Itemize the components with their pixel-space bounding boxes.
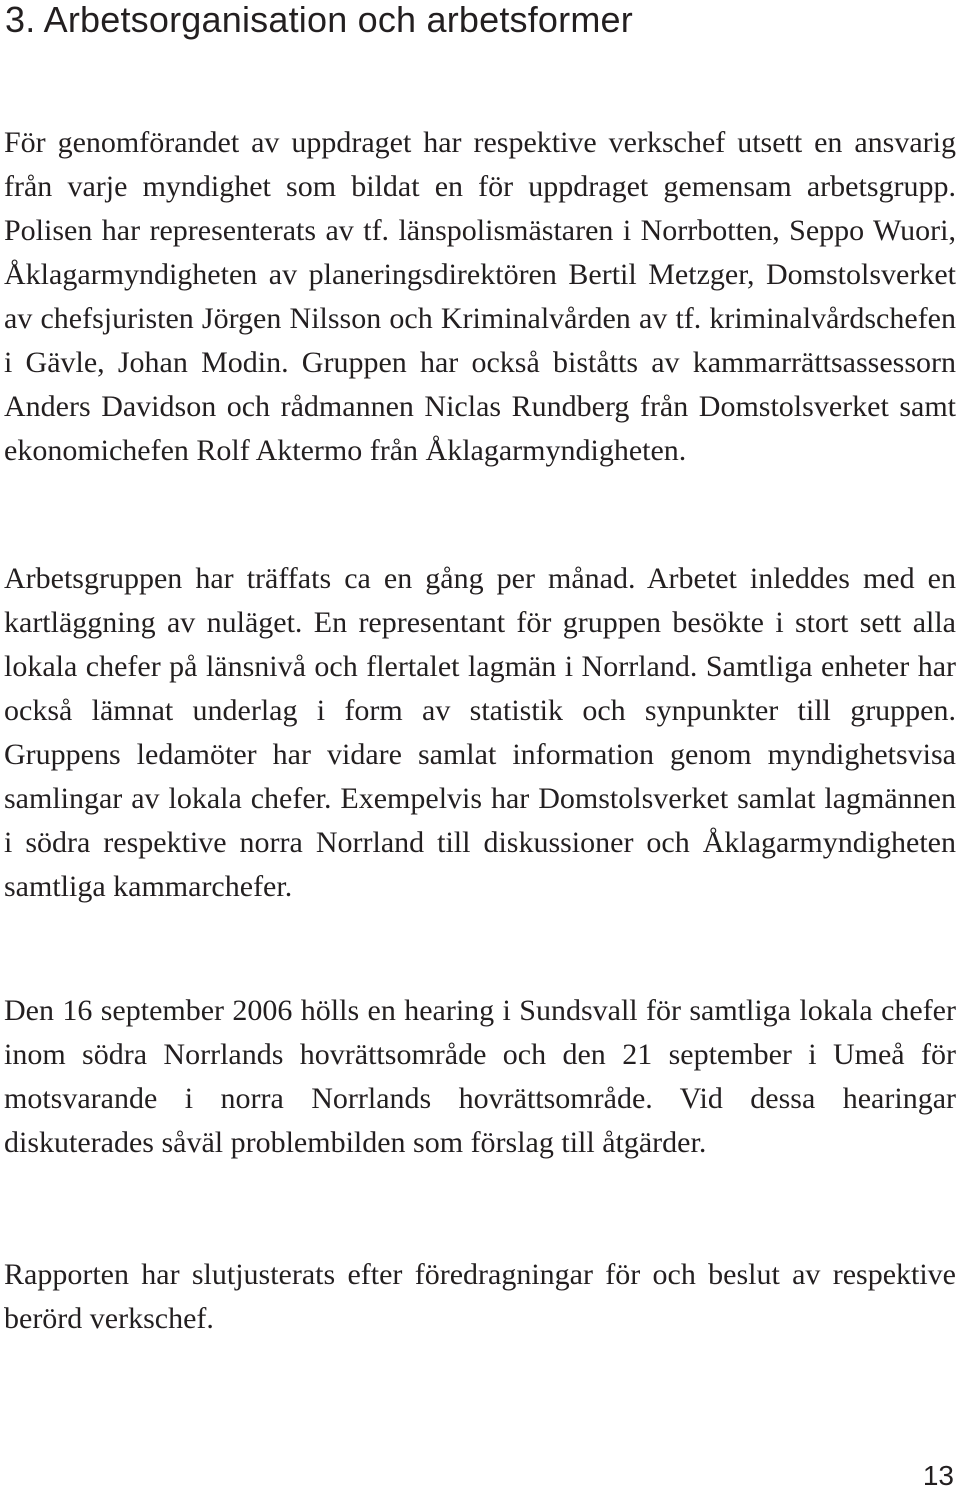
paragraph-work-group: För genomförandet av uppdraget har respektive verkschef utsett en ansvarig från varje myndighet som bildat en för uppdraget gemensam arbetsgrupp. Polisen har representerats av tf. länspolismästaren i Norrbotten, Seppo Wuori, Åklagarmyndigheten av planeringsdirektören Bertil Metzger, Domstolsverket av chefsjuristen Jörgen Nilsson och Kriminalvården av tf. kriminalvårdschefen i Gävle, Johan Modin. Gruppen har också biståtts av kammarrättsassessorn Anders Davidson och rådmannen Niclas Rundberg från Domstolsverket samt ekonomichefen Rolf Aktermo från Åklagarmyndigheten. xyxy=(4,126,956,467)
paragraph-meetings: Arbetsgruppen har träffats ca en gång per månad. Arbetet inleddes med en kartläggning av nuläget. En representant för gruppen besökte i stort sett alla lokala chefer på länsnivå och flertalet lagmän i Norrland. Samtliga enheter har också lämnat underlag i form av statistik och synpunkter till gruppen. Gruppens ledamöter har vidare samlat information genom myndighetsvisa samlingar av lokala chefer. Exempelvis har Domstolsverket samlat lagmännen i södra respektive norra Norrland till diskussioner och Åklagarmyndigheten samtliga kammarchefer. xyxy=(4,562,956,903)
paragraph-hearings: Den 16 september 2006 hölls en hearing i Sundsvall för samtliga lokala chefer inom södra Norrlands hovrättsområde och den 21 september i Umeå för motsvarande i norra Norrlands hovrättsområde. Vid dessa hearingar diskuterades såväl problembilden som förslag till åtgärder. xyxy=(4,994,956,1159)
section-heading: 3. Arbetsorganisation och arbetsformer xyxy=(5,0,633,40)
paragraph-final-report: Rapporten har slutjusterats efter föredragningar för och beslut av respektive berörd verkschef. xyxy=(4,1258,956,1335)
page-number: 13 xyxy=(922,1460,954,1491)
